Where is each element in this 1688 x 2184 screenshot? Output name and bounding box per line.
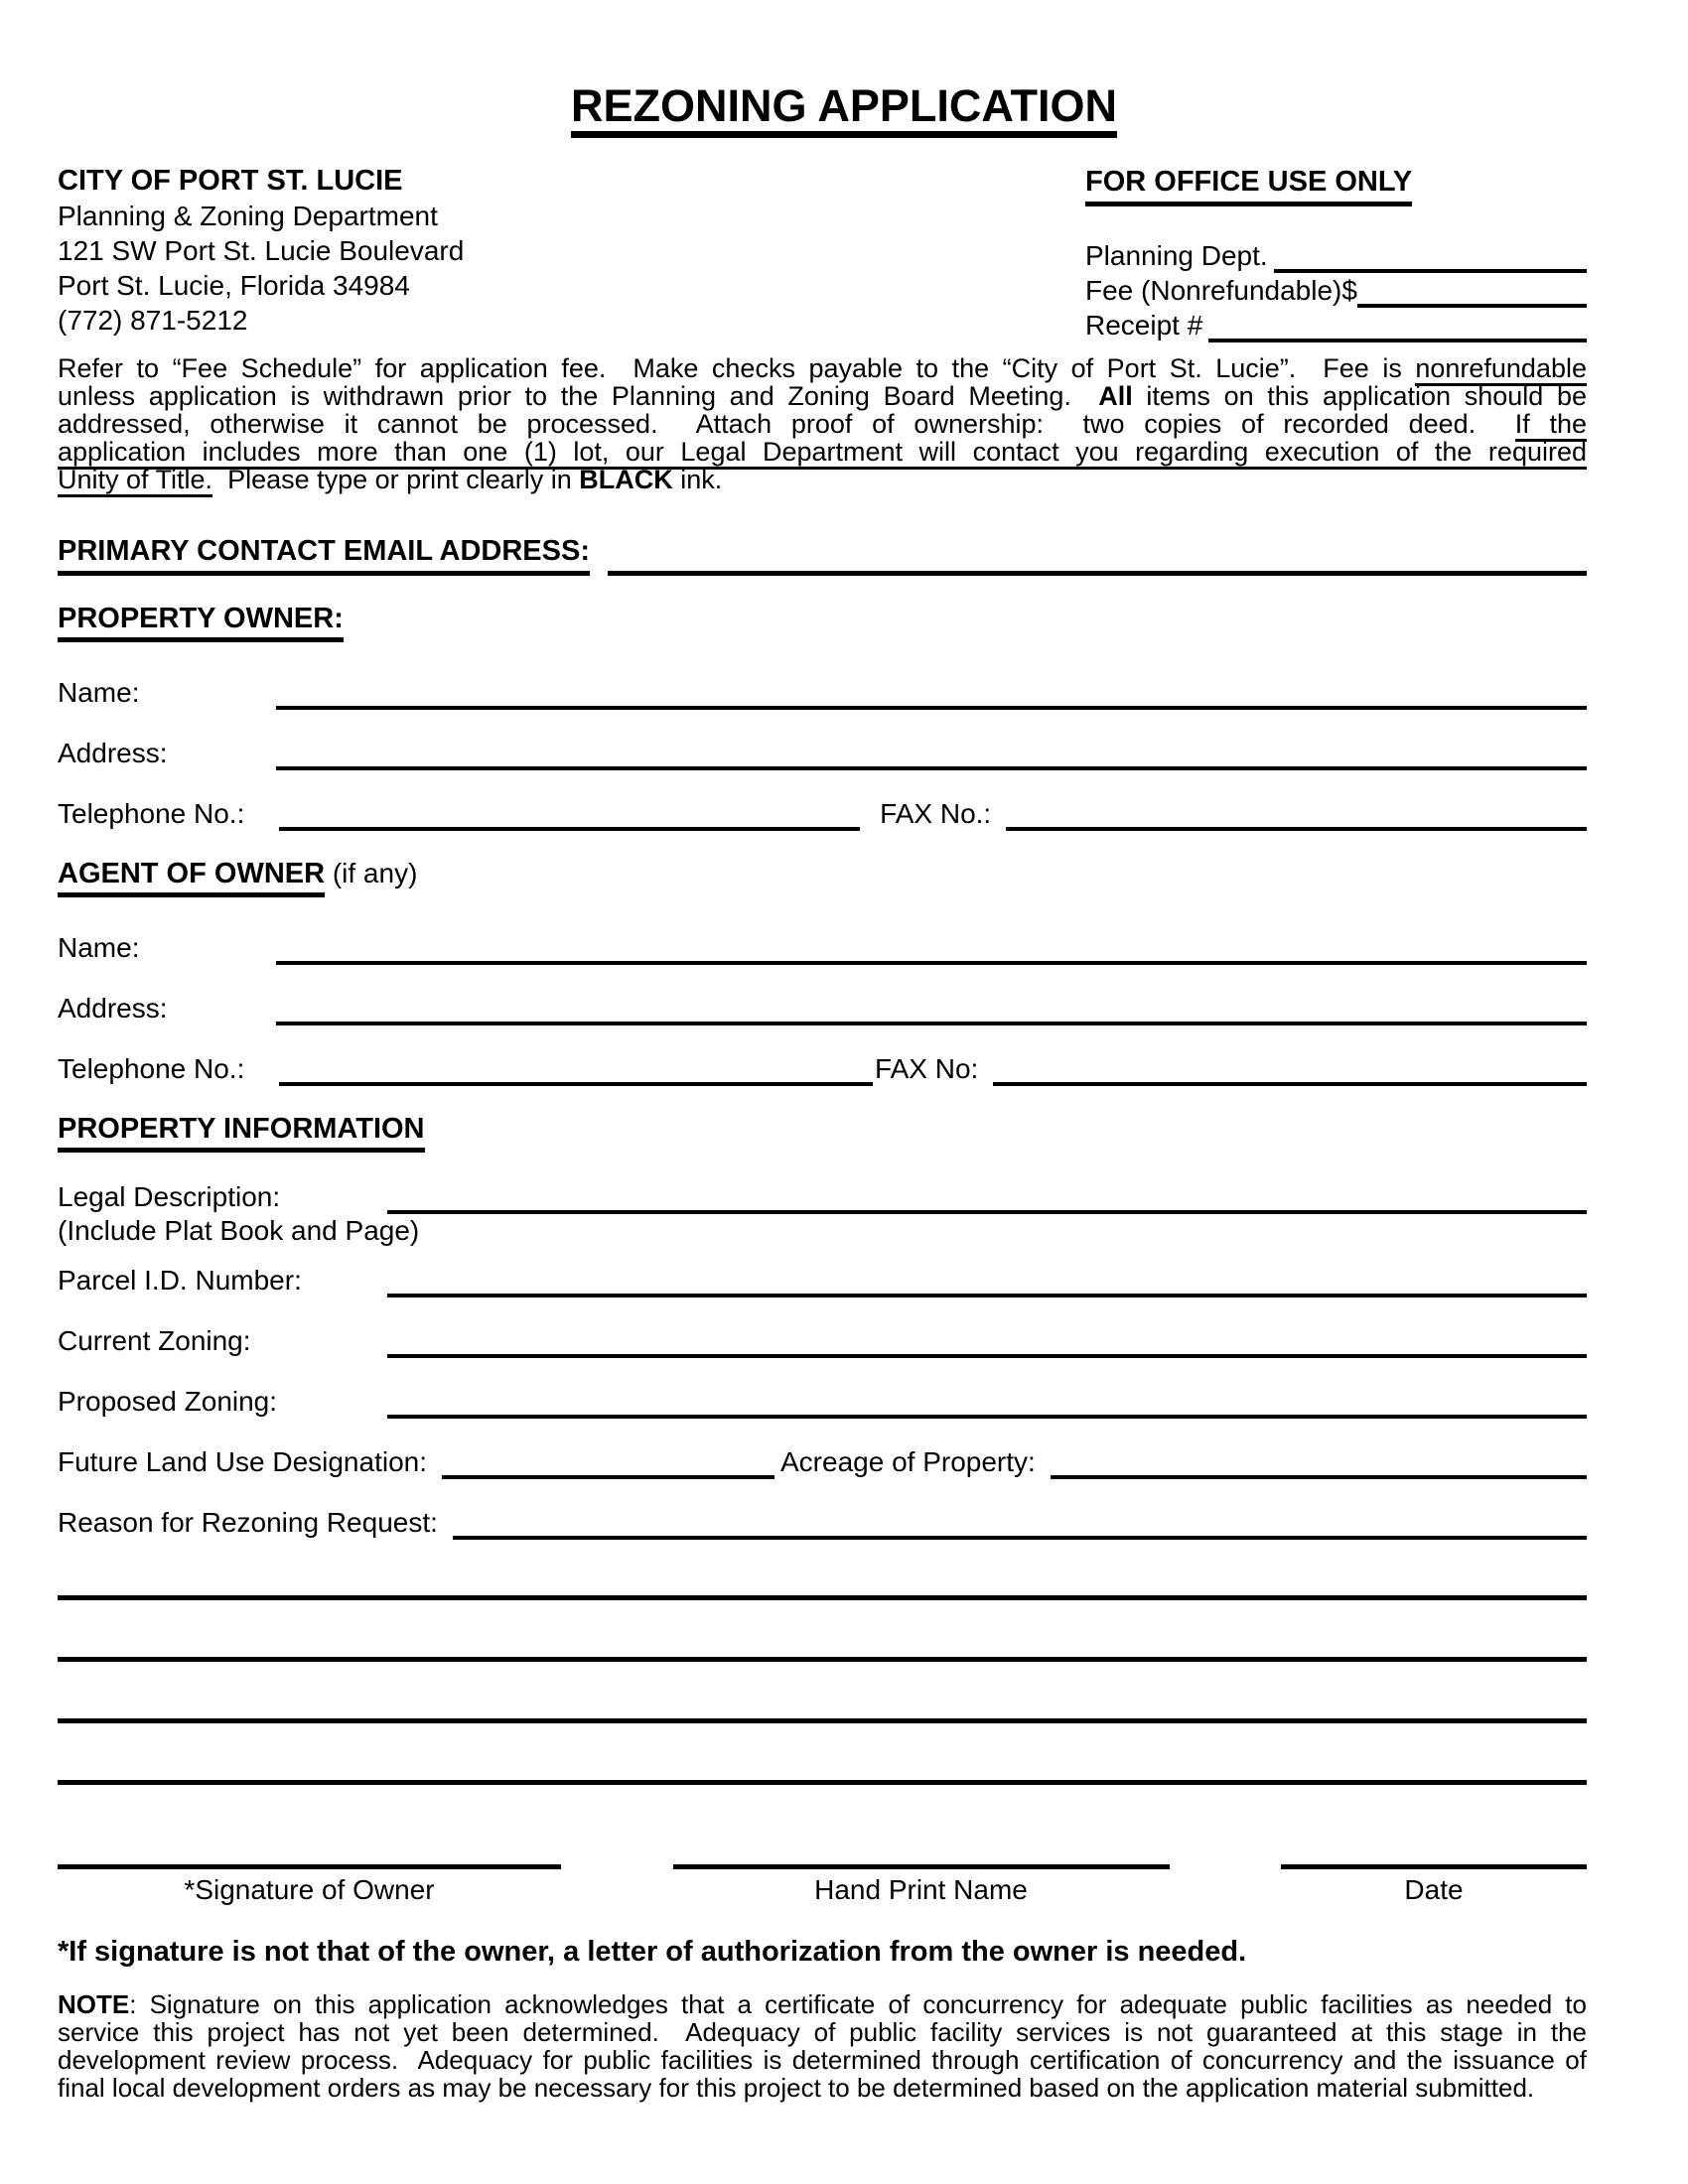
- signature-row: [58, 1864, 1587, 1905]
- intro-line2-text-b: items on this application should be: [1132, 381, 1587, 411]
- intro-line5-bold: BLACK: [579, 465, 673, 494]
- intro-line5-underlined: Unity of Title.: [58, 465, 212, 497]
- note-line-3: [58, 2046, 1587, 2074]
- office-planning-label: Planning Dept.: [1085, 240, 1268, 271]
- agent-heading-qualifier: (if any): [325, 858, 418, 888]
- date-caption: Date: [1404, 1874, 1464, 1905]
- office-use-heading-row: [1085, 164, 1587, 206]
- proposed-zoning-row: [58, 1385, 1587, 1419]
- intro-line3-underlined: If the: [1515, 409, 1587, 442]
- note-line3-text: development review process. Adequacy for public facilities is determined through certification of concurrency and the issuance of: [58, 2045, 1587, 2075]
- owner-phone-input-line[interactable]: [279, 827, 860, 831]
- intro-line-2: [58, 382, 1587, 410]
- legal-description-note: (Include Plat Book and Page): [58, 1215, 420, 1246]
- intro-line5-text-b: ink.: [672, 465, 723, 494]
- intro-line1-text: Refer to “Fee Schedule” for application fee. Make checks payable to the “City of Port St. Lucie”. Fee is: [58, 353, 1416, 383]
- note-line-2: [58, 2018, 1587, 2046]
- owner-fax-input-line[interactable]: [1006, 827, 1587, 831]
- intro-line1-underlined: nonrefundable: [1415, 353, 1587, 386]
- agent-address-input-line[interactable]: [276, 1022, 1587, 1025]
- intro-line5-text-a: Please type or print clearly in: [212, 465, 580, 494]
- title-block: [79, 80, 1609, 138]
- proposed-zoning-input-line[interactable]: [387, 1415, 1587, 1419]
- owner-phone-label: Telephone No.:: [58, 798, 245, 829]
- note-line-4: [58, 2074, 1587, 2102]
- reason-continuation-line-3[interactable]: [58, 1718, 1587, 1723]
- concurrency-note: [58, 1990, 1587, 2102]
- agent-phone-label: Telephone No.:: [58, 1053, 245, 1084]
- reason-continuation-line-1[interactable]: [58, 1595, 1587, 1600]
- page-title: REZONING APPLICATION: [571, 83, 1117, 138]
- agent-fax-label: FAX No:: [875, 1053, 979, 1084]
- owner-signature-area[interactable]: [58, 1864, 561, 1905]
- office-fee-input-line[interactable]: [1357, 304, 1587, 308]
- office-receipt-label: Receipt #: [1085, 310, 1203, 341]
- intro-line-4: [58, 438, 1587, 466]
- owner-address-input-line[interactable]: [276, 766, 1587, 770]
- reason-continuation-line-4[interactable]: [58, 1780, 1587, 1785]
- property-owner-heading-row: [58, 602, 1587, 642]
- parcel-id-row: [58, 1264, 1587, 1297]
- owner-address-label: Address:: [58, 738, 168, 768]
- note-bold-prefix: NOTE: [58, 1989, 130, 2019]
- legal-description-row: [58, 1180, 1587, 1214]
- office-fee-row: [1085, 273, 1587, 308]
- agency-dept: Planning & Zoning Department: [58, 201, 438, 231]
- note-line2-text: service this project has not yet been determined. Adequacy of public facility services is not guaranteed at this stage in the: [58, 2017, 1587, 2047]
- intro-line2-bold: All: [1098, 381, 1133, 411]
- parcel-id-label: Parcel I.D. Number:: [58, 1265, 302, 1296]
- agency-address-line1: 121 SW Port St. Lucie Boulevard: [58, 235, 465, 266]
- acreage-input-line[interactable]: [1051, 1475, 1587, 1479]
- parcel-id-input-line[interactable]: [387, 1294, 1587, 1297]
- owner-signature-caption: *Signature of Owner: [184, 1874, 435, 1905]
- owner-fax-label: FAX No.:: [880, 798, 992, 829]
- intro-paragraph: [58, 354, 1587, 493]
- agent-phone-fax-row: [58, 1052, 1587, 1086]
- proposed-zoning-label: Proposed Zoning:: [58, 1386, 278, 1417]
- note-line1-text: : Signature on this application acknowledges that a certificate of concurrency for adequate public facilities as needed to: [129, 1989, 1587, 2019]
- agency-block: [58, 164, 1085, 342]
- rezoning-reason-label: Reason for Rezoning Request:: [58, 1507, 438, 1538]
- property-owner-heading: PROPERTY OWNER:: [58, 602, 344, 642]
- office-receipt-row: [1085, 308, 1587, 342]
- office-use-heading: FOR OFFICE USE ONLY: [1085, 165, 1412, 206]
- owner-name-input-line[interactable]: [276, 706, 1587, 710]
- agent-name-label: Name:: [58, 932, 140, 963]
- rezoning-reason-row: [58, 1506, 1587, 1540]
- property-info-heading: PROPERTY INFORMATION: [58, 1112, 425, 1153]
- agent-address-label: Address:: [58, 993, 168, 1024]
- future-land-use-input-line[interactable]: [442, 1475, 774, 1479]
- future-land-use-label: Future Land Use Designation:: [58, 1446, 427, 1477]
- agent-heading-row: [58, 857, 1587, 897]
- primary-email-row: [58, 533, 1587, 576]
- intro-line-1: [58, 354, 1587, 382]
- authorization-footnote: *If signature is not that of the owner, a letter of authorization from the owner is needed.: [58, 1936, 1247, 1968]
- owner-phone-fax-row: [58, 797, 1587, 831]
- reason-continuation-line-2[interactable]: [58, 1657, 1587, 1662]
- legal-description-input-line[interactable]: [387, 1210, 1587, 1214]
- current-zoning-input-line[interactable]: [387, 1354, 1587, 1358]
- hand-print-name-caption: Hand Print Name: [814, 1874, 1028, 1905]
- office-fee-label: Fee (Nonrefundable)$: [1085, 275, 1357, 306]
- current-zoning-label: Current Zoning:: [58, 1325, 251, 1356]
- agent-heading: AGENT OF OWNER: [58, 857, 325, 897]
- agent-phone-input-line[interactable]: [279, 1082, 873, 1086]
- note-line4-text: final local development orders as may be necessary for this project to be determined based on the application material submitted.: [58, 2073, 1535, 2103]
- owner-address-row: [58, 737, 1587, 770]
- office-use-spacer: [1085, 206, 1587, 238]
- note-line-1: [58, 1990, 1587, 2018]
- property-info-heading-row: [58, 1112, 1587, 1153]
- primary-email-label: PRIMARY CONTACT EMAIL ADDRESS:: [58, 533, 590, 576]
- agent-name-row: [58, 931, 1587, 965]
- agent-name-input-line[interactable]: [276, 961, 1587, 965]
- intro-line3-text: addressed, otherwise it cannot be processed. Attach proof of ownership: two copies of recorded deed.: [58, 409, 1515, 439]
- hand-print-name-area[interactable]: [673, 1864, 1170, 1905]
- intro-line-3: [58, 410, 1587, 438]
- intro-line2-text-a: unless application is withdrawn prior to the Planning and Zoning Board Meeting.: [58, 381, 1099, 411]
- current-zoning-row: [58, 1324, 1587, 1358]
- agency-name: CITY OF PORT ST. LUCIE: [58, 165, 403, 197]
- acreage-label: Acreage of Property:: [780, 1446, 1036, 1477]
- office-planning-row: [1085, 238, 1587, 273]
- flu-acreage-row: [58, 1445, 1587, 1479]
- owner-name-label: Name:: [58, 677, 140, 708]
- legal-description-label: Legal Description:: [58, 1181, 281, 1212]
- owner-name-row: [58, 676, 1587, 710]
- intro-line-5: [58, 466, 1587, 493]
- agency-address-line2: Port St. Lucie, Florida 34984: [58, 270, 410, 301]
- agency-phone: (772) 871-5212: [58, 305, 248, 336]
- agent-address-row: [58, 992, 1587, 1025]
- intro-line4-underlined: application includes more than one (1) lot, our Legal Department will contact you regarding execution of the required: [58, 437, 1587, 470]
- rezoning-reason-input-line[interactable]: [453, 1536, 1587, 1540]
- date-area[interactable]: [1281, 1864, 1587, 1905]
- office-use-block: [1085, 164, 1587, 342]
- primary-email-input-line[interactable]: [608, 571, 1587, 576]
- agent-fax-input-line[interactable]: [993, 1082, 1587, 1086]
- office-receipt-input-line[interactable]: [1208, 339, 1587, 342]
- header: [58, 164, 1587, 342]
